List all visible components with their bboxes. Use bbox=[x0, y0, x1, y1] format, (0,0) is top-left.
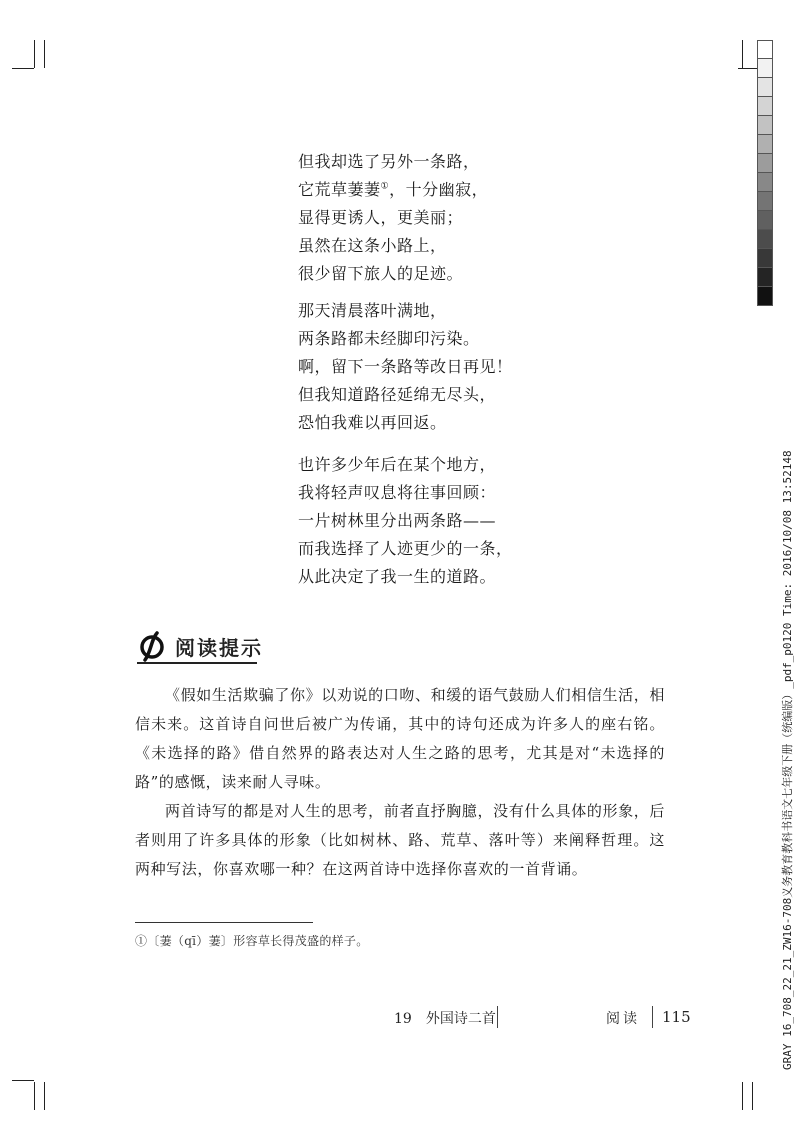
footer-divider bbox=[652, 1006, 653, 1028]
poem-line: 虽然在这条小路上， bbox=[298, 236, 447, 255]
poem-line: 从此决定了我一生的道路。 bbox=[298, 567, 497, 586]
footnote-divider bbox=[135, 922, 313, 923]
crop-mark bbox=[44, 40, 45, 68]
crop-mark bbox=[34, 40, 35, 68]
poem-line: 但我却选了另外一条路， bbox=[298, 152, 480, 171]
crop-mark bbox=[742, 40, 743, 68]
crop-mark bbox=[12, 1080, 34, 1081]
poem-line: 恐怕我难以再回返。 bbox=[298, 413, 447, 432]
gray-calibration-strip bbox=[757, 40, 773, 306]
print-gray-label: GRAY bbox=[781, 1043, 794, 1070]
poem-line: 两条路都未经脚印污染。 bbox=[298, 329, 480, 348]
poem-stanza-3 bbox=[298, 451, 558, 591]
poem-line: 也许多少年后在某个地方， bbox=[298, 455, 497, 474]
footer-divider bbox=[497, 1006, 498, 1028]
reading-tip-icon bbox=[137, 630, 169, 662]
crop-mark bbox=[44, 1082, 45, 1110]
poem-line: 但我知道路径延绵无尽头， bbox=[298, 385, 497, 404]
crop-mark bbox=[12, 68, 34, 69]
poem-line: 显得更诱人，更美丽； bbox=[298, 208, 464, 227]
poem-line: 它荒草萋萋①，十分幽寂， bbox=[298, 180, 489, 199]
footer-lesson: 19 外国诗二首 bbox=[394, 1011, 496, 1027]
poem-line: 而我选择了人迹更少的一条， bbox=[298, 539, 513, 558]
reading-tip-title: 阅读提示 bbox=[175, 635, 263, 660]
reading-tip-body bbox=[135, 681, 665, 884]
reading-tip-paragraph: 两首诗写的都是对人生的思考，前者直抒胸臆，没有什么具体的形象，后者则用了许多具体的形象（比如树林、路、荒草、落叶等）来阐释哲理。这两种写法，你喜欢哪一种？在这两首诗中选择你喜欢的一首背诵。 bbox=[135, 802, 665, 878]
poem-line: 很少留下旅人的足迹。 bbox=[298, 264, 464, 283]
poem-line: 一片树林里分出两条路—— bbox=[298, 511, 497, 530]
poem-line: 那天清晨落叶满地， bbox=[298, 301, 447, 320]
crop-mark bbox=[34, 1082, 35, 1110]
footnote: ①〔萋（qī）萋〕形容草长得茂盛的样子。 bbox=[135, 934, 369, 948]
reading-tip-paragraph: 《假如生活欺骗了你》以劝说的口吻、和缓的语气鼓励人们相信生活，相信未来。这首诗自问世后被广为传诵，其中的诗句还成为许多人的座右铭。《未选择的路》借自然界的路表达对人生之路的思考，尤其是对“未选择的路”的感慨，读来耐人寻味。 bbox=[135, 686, 665, 791]
poem-stanza-2 bbox=[298, 297, 558, 437]
page-number: 115 bbox=[662, 1008, 691, 1026]
print-code: 16_708_22_21_ZW16-708义务教育教科书语文七年级下册（统编版）_pdf_p0120 Time: 2016/10/08 13:52148 bbox=[781, 450, 794, 1037]
poem-line: 啊，留下一条路等改日再见！ bbox=[298, 357, 513, 376]
poem-line: 我将轻声叹息将往事回顾： bbox=[298, 483, 497, 502]
reading-tip-underline bbox=[137, 662, 257, 664]
footnote-ref: ① bbox=[380, 181, 390, 192]
poem-stanza-1 bbox=[298, 148, 558, 288]
print-slug bbox=[779, 450, 795, 1070]
crop-mark bbox=[752, 1082, 753, 1110]
footer-section: 阅读 bbox=[606, 1011, 640, 1027]
crop-mark bbox=[742, 1082, 743, 1110]
reading-tip-heading bbox=[137, 630, 263, 662]
